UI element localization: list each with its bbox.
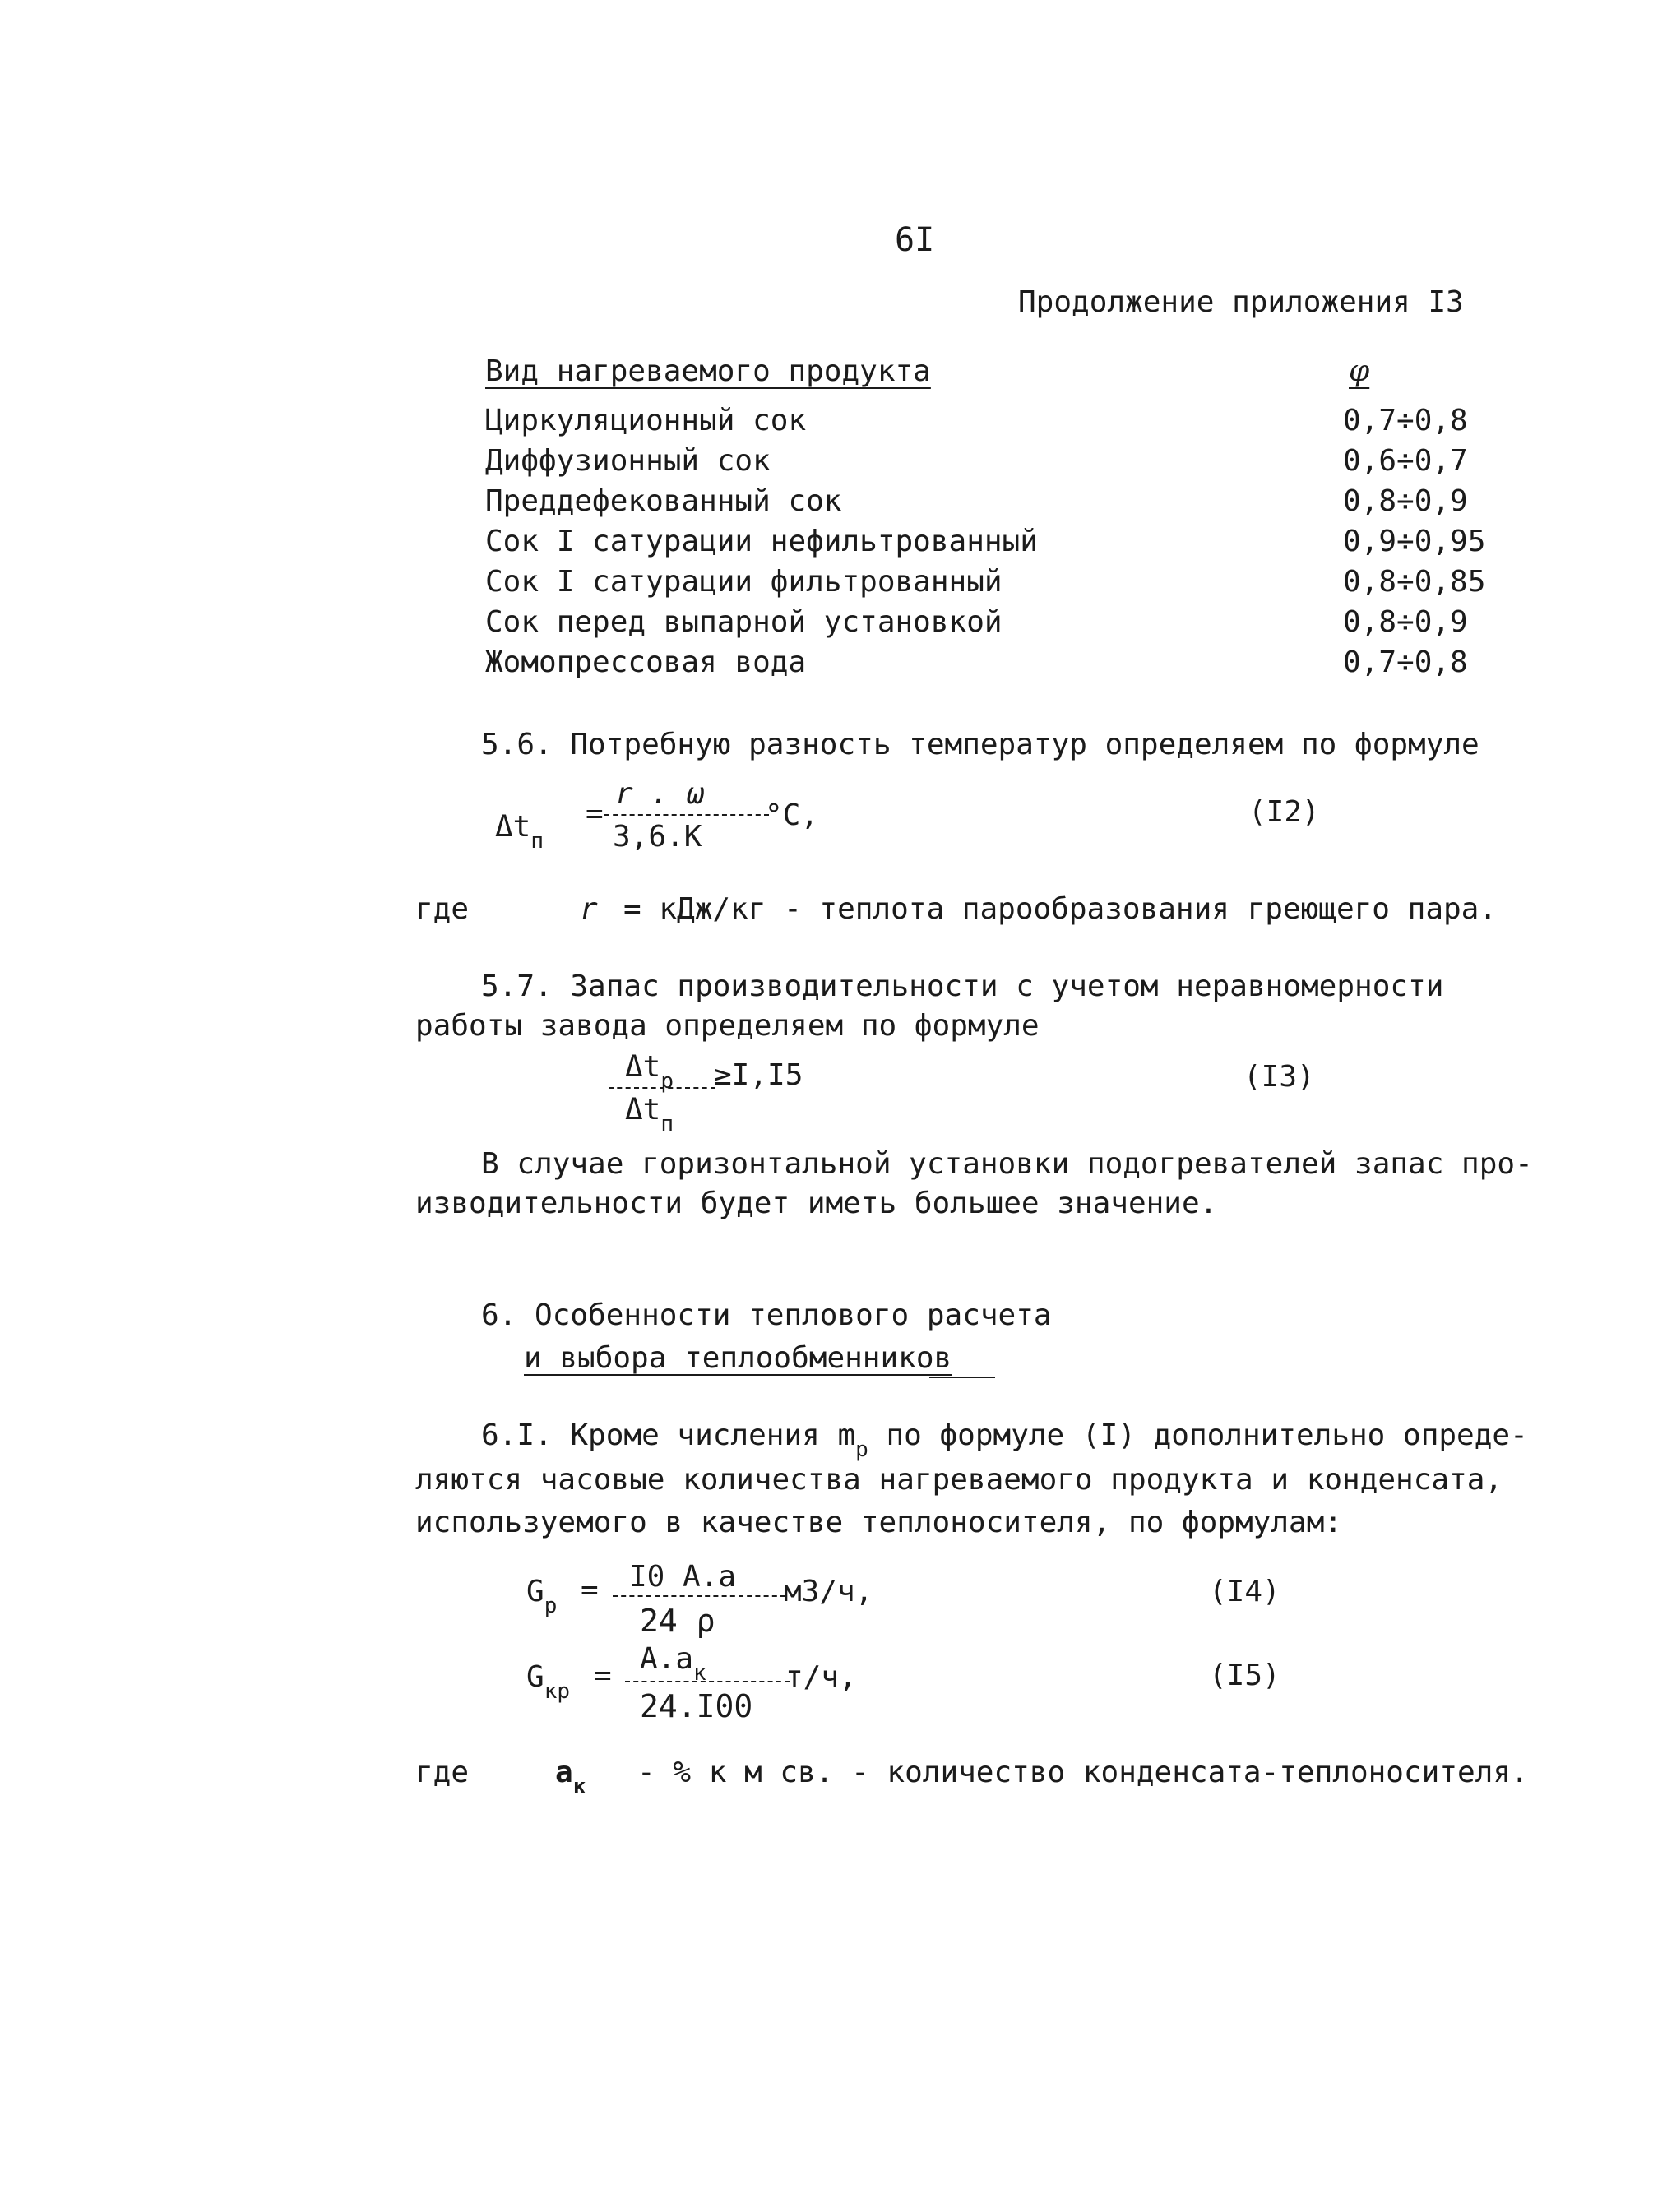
table-row bbox=[485, 525, 1486, 563]
formula-12-lhs-symbol: Δt bbox=[495, 810, 531, 844]
formula-12-fraction-line bbox=[604, 814, 769, 816]
where-label-2: где bbox=[415, 1756, 470, 1789]
formula-14-number: (I4) bbox=[1209, 1575, 1280, 1608]
formula-12-numerator: r . ω bbox=[615, 777, 705, 811]
formula-14-denominator: 24 ρ bbox=[640, 1603, 715, 1639]
equals-sign: = bbox=[594, 1659, 612, 1692]
section-6-1-line1-b: по формуле (I) дополнительно опреде- bbox=[868, 1418, 1528, 1452]
table-row bbox=[485, 605, 1480, 644]
coefficient-value: 0,8÷0,9 bbox=[1343, 605, 1468, 639]
formula-13-num-sub: р bbox=[660, 1069, 674, 1094]
table-row bbox=[485, 565, 1486, 604]
product-name: Сок I сатурации нефильтрованный bbox=[485, 525, 1038, 558]
section-6-1-line3: используемого в качестве теплоносителя, по формулам: bbox=[415, 1506, 1343, 1539]
formula-15-lhs-sub: кр bbox=[544, 1679, 570, 1704]
where-label-1: где bbox=[415, 892, 470, 926]
table-row bbox=[485, 648, 1480, 684]
subtitle-underline-tail bbox=[929, 1377, 995, 1378]
section-6-title: 6. Особенности теплового расчета bbox=[481, 1298, 1052, 1332]
continuation-label: Продолжение приложения I3 bbox=[1018, 285, 1464, 319]
formula-14-fraction-line bbox=[613, 1595, 785, 1597]
formula-15-lhs-symbol: G bbox=[526, 1660, 544, 1694]
formula-15-fraction-line bbox=[625, 1681, 790, 1682]
formula-14-lhs-sub: р bbox=[544, 1594, 558, 1618]
table-row bbox=[485, 484, 1480, 523]
product-name: Сок I сатурации фильтрованный bbox=[485, 565, 1003, 599]
formula-14-lhs-symbol: G bbox=[526, 1575, 544, 1608]
formula-12-number: (I2) bbox=[1248, 795, 1320, 829]
coefficient-value: 0,7÷0,8 bbox=[1343, 646, 1468, 679]
formula-15-unit: т/ч, bbox=[785, 1660, 857, 1694]
product-name: Преддефекованный сок bbox=[485, 484, 842, 518]
formula-12-denominator: 3,6.К bbox=[613, 820, 702, 854]
formula-12-lhs-sub: п bbox=[530, 829, 544, 854]
formula-13-denominator bbox=[625, 1093, 674, 1136]
formula-15-lhs bbox=[526, 1660, 570, 1704]
coefficient-value: 0,6÷0,7 bbox=[1343, 444, 1468, 478]
symbol-ak-main: a bbox=[555, 1756, 573, 1789]
formula-15-number: (I5) bbox=[1209, 1659, 1280, 1692]
section-6-1-line1-sub: р bbox=[855, 1437, 868, 1462]
formula-13-number: (I3) bbox=[1243, 1060, 1315, 1094]
product-name: Жомопрессовая вода bbox=[485, 646, 807, 679]
formula-14-unit: м3/ч, bbox=[784, 1575, 873, 1608]
section-6-1-line1 bbox=[481, 1418, 1528, 1462]
formula-14-lhs bbox=[526, 1575, 558, 1618]
symbol-ak-sub: к bbox=[572, 1775, 586, 1799]
coefficient-value: 0,9÷0,95 bbox=[1343, 525, 1486, 558]
coefficient-value: 0,8÷0,9 bbox=[1343, 484, 1468, 518]
coefficient-value: 0,8÷0,85 bbox=[1343, 565, 1486, 599]
formula-13-den-sub: п bbox=[660, 1112, 674, 1136]
symbol-r-definition: = кДж/кг - теплота парообразования греющего пара. bbox=[623, 892, 1498, 926]
symbol-r: r bbox=[580, 892, 598, 926]
formula-15-denominator: 24.I00 bbox=[640, 1688, 753, 1724]
table-header-name: Вид нагреваемого продукта bbox=[485, 354, 931, 388]
formula-13-den-symbol: Δt bbox=[625, 1093, 661, 1127]
product-name: Диффузионный сок bbox=[485, 444, 771, 478]
section-6-1-line2: ляются часовые количества нагреваемого продукта и конденсата, bbox=[415, 1463, 1503, 1497]
table-header-value: φ bbox=[1349, 354, 1370, 388]
product-name: Сок перед выпарной установкой bbox=[485, 605, 1003, 639]
formula-12-unit: °С, bbox=[765, 798, 819, 832]
formula-15-num-main: A.a bbox=[640, 1642, 694, 1676]
section-5-7-line2: работы завода определяем по формуле bbox=[415, 1009, 1040, 1043]
formula-13-num-symbol: Δt bbox=[625, 1050, 661, 1084]
equals-sign: = bbox=[581, 1573, 599, 1607]
section-5-6-text: 5.6. Потребную разность температур определяем по формуле bbox=[481, 728, 1479, 761]
table-row bbox=[485, 444, 1480, 483]
formula-13-rhs: ≥I,I5 bbox=[714, 1058, 803, 1092]
section-5-7-line3: В случае горизонтальной установки подогревателей запас про- bbox=[481, 1147, 1533, 1181]
equals-sign: = bbox=[586, 797, 604, 831]
symbol-ak-definition: - % к м св. - количество конденсата-теплоносителя. bbox=[637, 1756, 1529, 1789]
section-6-1-line1-a: 6.I. Кроме числения m bbox=[481, 1418, 856, 1452]
section-5-7-line4: изводительности будет иметь большее значение. bbox=[415, 1187, 1218, 1220]
coefficient-value: 0,7÷0,8 bbox=[1343, 404, 1468, 437]
formula-12-lhs bbox=[495, 810, 544, 854]
section-6-subtitle: и выбора теплообменников bbox=[524, 1341, 952, 1375]
formula-15-numerator bbox=[640, 1642, 706, 1686]
formula-14-numerator: I0 A.a bbox=[629, 1560, 737, 1594]
formula-13-fraction-line bbox=[609, 1087, 715, 1089]
formula-13-numerator bbox=[625, 1050, 674, 1094]
page-number: 6I bbox=[895, 221, 935, 259]
symbol-ak bbox=[555, 1756, 586, 1799]
product-name: Циркуляционный сок bbox=[485, 404, 807, 437]
formula-15-num-sub: к bbox=[693, 1661, 706, 1686]
section-5-7-line1: 5.7. Запас производительности с учетом неравномерности bbox=[481, 969, 1444, 1003]
table-row bbox=[485, 406, 1480, 442]
